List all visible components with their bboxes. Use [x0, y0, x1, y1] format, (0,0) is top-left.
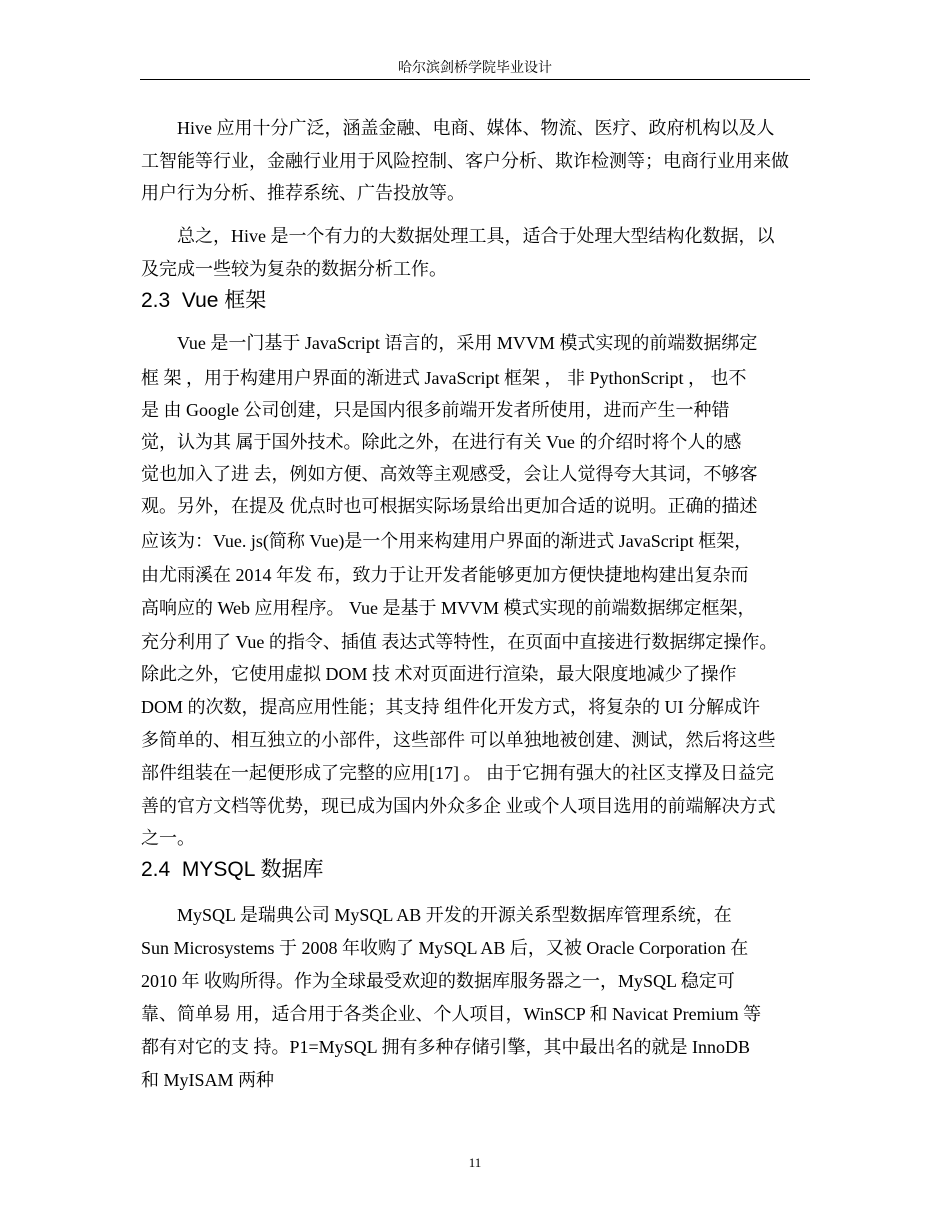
paragraph-line: 和 MyISAM 两种	[141, 1070, 275, 1090]
header-divider	[140, 79, 810, 80]
section-number: 2.3	[141, 289, 171, 312]
section-number: 2.4	[141, 858, 171, 881]
paragraph-line: 觉也加入了进 去，例如方便、高效等主观感受，会让人觉得夸大其词，不够客	[141, 464, 758, 484]
paragraph-line: 之一。	[141, 828, 195, 848]
paragraph-line: 用户行为分析、推荐系统、广告投放等。	[141, 183, 465, 203]
paragraph-line: MySQL 是瑞典公司 MySQL AB 开发的开源关系型数据库管理系统，在	[177, 905, 732, 925]
paragraph-line: 由尤雨溪在 2014 年发 布，致力于让开发者能够更加方便快捷地构建出复杂而	[141, 565, 749, 585]
paragraph-line: 除此之外，它使用虚拟 DOM 技 术对页面进行渲染，最大限度地减少了操作	[141, 664, 737, 684]
section-title: Vue 框架	[181, 289, 267, 312]
paragraph-line: 充分利用了 Vue 的指令、插值 表达式等特性，在页面中直接进行数据绑定操作。	[141, 632, 778, 652]
paragraph-line: 高响应的 Web 应用程序。 Vue 是基于 MVVM 模式实现的前端数据绑定框架，	[141, 598, 756, 618]
paragraph-line: 框 架 ，用于构建用户界面的渐进式 JavaScript 框架 ， 非 PythonScript ， 也不	[141, 368, 747, 388]
paragraph-line: 观。另外，在提及 优点时也可根据实际场景给出更加合适的说明。正确的描述	[141, 496, 758, 516]
paragraph-line: Hive 应用十分广泛，涵盖金融、电商、媒体、物流、医疗、政府机构以及人	[177, 118, 775, 138]
paragraph-line: 觉，认为其 属于国外技术。除此之外，在进行有关 Vue 的介绍时将个人的感	[141, 432, 742, 452]
section-heading-mysql	[141, 856, 811, 884]
paragraph-line: Sun Microsystems 于 2008 年收购了 MySQL AB 后，又被 Oracle Corporation 在	[141, 938, 749, 958]
section-heading-vue	[141, 287, 811, 315]
page-number: 11	[468, 1155, 482, 1170]
paragraph-line: 靠、简单易 用，适合用于各类企业、个人项目，WinSCP 和 Navicat Premium 等	[141, 1004, 762, 1024]
paragraph-line: 及完成一些较为复杂的数据分析工作。	[141, 259, 447, 279]
paragraph-line: 应该为：Vue. js(简称 Vue)是一个用来构建用户界面的渐进式 JavaScript 框架，	[141, 531, 753, 551]
paragraph-line: 善的官方文档等优势，现已成为国内外众多企 业或个人项目选用的前端解决方式	[141, 796, 776, 816]
paragraph-line: 2010 年 收购所得。作为全球最受欢迎的数据库服务器之一，MySQL 稳定可	[141, 971, 735, 991]
page-header-title: 哈尔滨剑桥学院毕业设计	[398, 61, 552, 76]
paragraph-line: 总之，Hive 是一个有力的大数据处理工具，适合于处理大型结构化数据，以	[177, 226, 775, 246]
paragraph-line: 是 由 Google 公司创建，只是国内很多前端开发者所使用，进而产生一种错	[141, 400, 730, 420]
paragraph-line: DOM 的次数，提高应用性能；其支持 组件化开发方式，将复杂的 UI 分解成许	[141, 697, 760, 717]
paragraph-line: 部件组装在一起便形成了完整的应用[17] 。 由于它拥有强大的社区支撑及日益完	[141, 763, 774, 783]
paragraph-line: Vue 是一门基于 JavaScript 语言的，采用 MVVM 模式实现的前端数据绑定	[177, 333, 758, 353]
paragraph-line: 都有对它的支 持。P1=MySQL 拥有多种存储引擎，其中最出名的就是 InnoDB	[141, 1037, 751, 1057]
paragraph-line: 工智能等行业，金融行业用于风险控制、客户分析、欺诈检测等；电商行业用来做	[141, 151, 789, 171]
section-title: MYSQL 数据库	[181, 858, 324, 881]
paragraph-line: 多简单的、相互独立的小部件，这些部件 可以单独地被创建、测试，然后将这些	[141, 730, 776, 750]
